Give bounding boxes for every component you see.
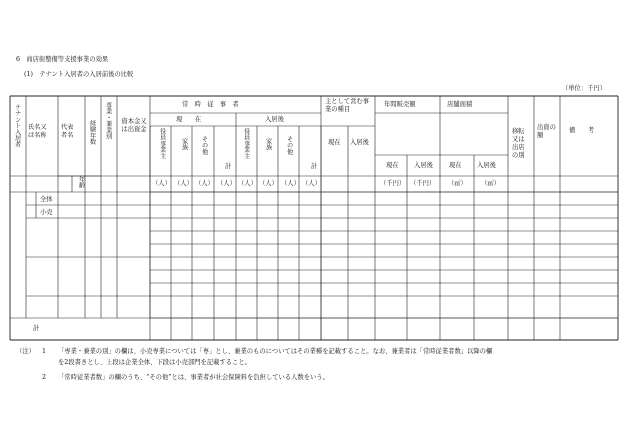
row-label-retail: 小売 [40, 209, 53, 216]
header-officers-2: 役員事業主 [242, 128, 250, 159]
header-main-business: 主として営む事業の種目 [325, 98, 370, 113]
header-present: 現 在 [176, 116, 202, 123]
header-tenant: テナント入居者 [13, 104, 21, 148]
header-total-2: 計 [311, 163, 318, 170]
header-area: 店舗面積 [447, 101, 473, 108]
header-capital: 資本金又は出資金 [121, 118, 147, 133]
header-years: 経験年数 [88, 120, 96, 145]
header-relocation: 移転又は出店の別 [512, 128, 525, 159]
subsection-title: (1) テナント入居者の入居前後の比較 [24, 71, 134, 78]
header-after: 入居後 [265, 116, 284, 123]
header-rep: 代表者名 [61, 124, 74, 139]
header-business-present: 現在 [328, 139, 341, 146]
note-2-number: 2 [42, 374, 47, 381]
row-label-sum: 計 [33, 325, 40, 332]
header-area-present: 現在 [449, 162, 462, 169]
header-officers-1: 役員事業主 [158, 128, 166, 159]
header-business-after: 入居後 [350, 139, 369, 146]
header-other-2: その他 [285, 136, 293, 155]
unit-person-2: （人） [174, 180, 193, 187]
note-1-line2: を2段書きとし、上段は企業全体、下段は小売部門を記載すること。 [58, 359, 251, 366]
unit-person-4: （人） [217, 180, 236, 187]
unit-person-5: （人） [238, 180, 257, 187]
unit-person-1: （人） [152, 180, 171, 187]
header-area-after: 入居後 [477, 162, 496, 169]
unit-person-6: （人） [259, 180, 278, 187]
header-remarks: 備 考 [569, 127, 595, 134]
notes-label: （注） [16, 348, 35, 355]
header-family-2: 家族 [264, 138, 272, 151]
unit-person-8: （人） [302, 180, 321, 187]
note-1-number: 1 [42, 348, 47, 355]
header-age: 年齢 [77, 176, 85, 189]
header-sales-after: 入居後 [414, 162, 433, 169]
header-sales: 年間販売額 [384, 101, 416, 108]
section-title: 6 商店街整備等支援事業の効果 [16, 56, 109, 63]
header-sales-present: 現在 [386, 162, 399, 169]
header-regular-staff: 常 時 従 事 者 [182, 101, 239, 108]
row-label-all: 全体 [40, 196, 53, 203]
header-investment: 出資の額 [537, 124, 556, 139]
unit-person-7: （人） [281, 180, 300, 187]
unit-person-3: （人） [195, 180, 214, 187]
header-exclusive: 専業・兼業別 [104, 102, 112, 140]
header-total-1: 計 [225, 163, 232, 170]
note-2-line1: 「常時従業者数」の欄のうち、“その他”とは、事業者が社会保険料を負担している人数をいう。 [58, 374, 329, 381]
note-1-line1: 「専業・兼業の別」の欄は、小売専業については「専」とし、兼業のものについてはその業種を記載すること。なお、兼業者は「常時従業者数」以降の欄 [58, 348, 493, 355]
unit-sqm-2: （㎡） [481, 180, 500, 187]
unit-thousand-2: （千円） [410, 180, 436, 187]
header-other-1: その他 [200, 136, 208, 155]
unit-label: （単位：千円） [561, 85, 606, 92]
unit-thousand-1: （千円） [380, 180, 406, 187]
header-family-1: 家族 [180, 138, 188, 151]
unit-sqm-1: （㎡） [448, 180, 467, 187]
header-name: 氏名又は名称 [28, 124, 47, 139]
